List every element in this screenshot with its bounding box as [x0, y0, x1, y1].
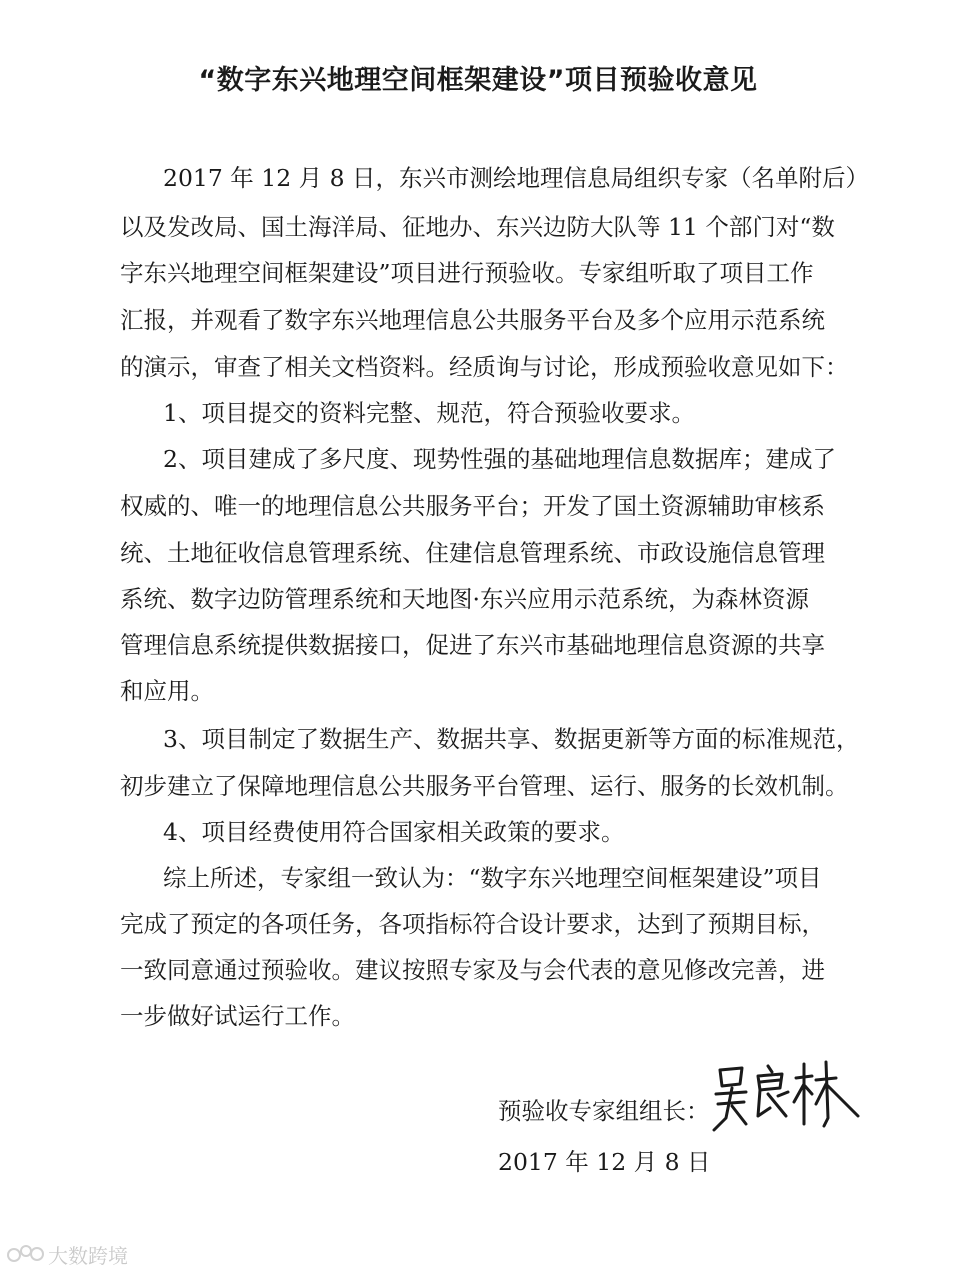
watermark-logo-icon	[6, 1241, 46, 1267]
body-line: 汇报，并观看了数字东兴地理信息公共服务平台及多个应用示范系统	[120, 306, 825, 334]
body-line: 完成了预定的各项任务，各项指标符合设计要求，达到了预期目标，	[120, 910, 825, 938]
body-line: 管理信息系统提供数据接口，促进了东兴市基础地理信息资源的共享	[120, 631, 825, 659]
body-line: 一步做好试运行工作。	[120, 1002, 355, 1030]
body-line: 权威的、唯一的地理信息公共服务平台；开发了国土资源辅助审核系	[120, 492, 825, 520]
watermark	[6, 1240, 128, 1268]
watermark-text: 大数跨境	[48, 1243, 128, 1268]
body-line: 3、项目制定了数据生产、数据共享、数据更新等方面的标准规范，	[163, 725, 860, 753]
body-line: 统、土地征收信息管理系统、住建信息管理系统、市政设施信息管理	[120, 539, 825, 567]
body-line: 一致同意通过预验收。建议按照专家及与会代表的意见修改完善，进	[120, 956, 825, 984]
body-line: 以及发改局、国土海洋局、征地办、东兴边防大队等 11 个部门对“数	[120, 213, 835, 241]
document-title: “数字东兴地理空间框架建设”项目预验收意见	[198, 65, 758, 96]
handwritten-signature	[712, 1058, 862, 1148]
signature-label: 预验收专家组组长：	[498, 1097, 710, 1125]
body-line: 的演示，审查了相关文档资料。经质询与讨论，形成预验收意见如下：	[120, 353, 849, 381]
body-line: 1、项目提交的资料完整、规范，符合预验收要求。	[163, 399, 695, 427]
body-line: 4、项目经费使用符合国家相关政策的要求。	[163, 818, 625, 846]
body-line: 和应用。	[120, 677, 214, 705]
body-line: 字东兴地理空间框架建设”项目进行预验收。专家组听取了项目工作	[120, 259, 814, 287]
body-line: 2、项目建成了多尺度、现势性强的基础地理信息数据库；建成了	[163, 445, 836, 473]
body-line: 2017 年 12 月 8 日，东兴市测绘地理信息局组织专家（名单附后）	[163, 164, 870, 192]
signature-date: 2017 年 12 月 8 日	[498, 1148, 711, 1176]
body-line: 综上所述，专家组一致认为：“数字东兴地理空间框架建设”项目	[163, 864, 822, 892]
body-line: 初步建立了保障地理信息公共服务平台管理、运行、服务的长效机制。	[120, 772, 849, 800]
body-line: 系统、数字边防管理系统和天地图·东兴应用示范系统，为森林资源	[120, 585, 809, 613]
